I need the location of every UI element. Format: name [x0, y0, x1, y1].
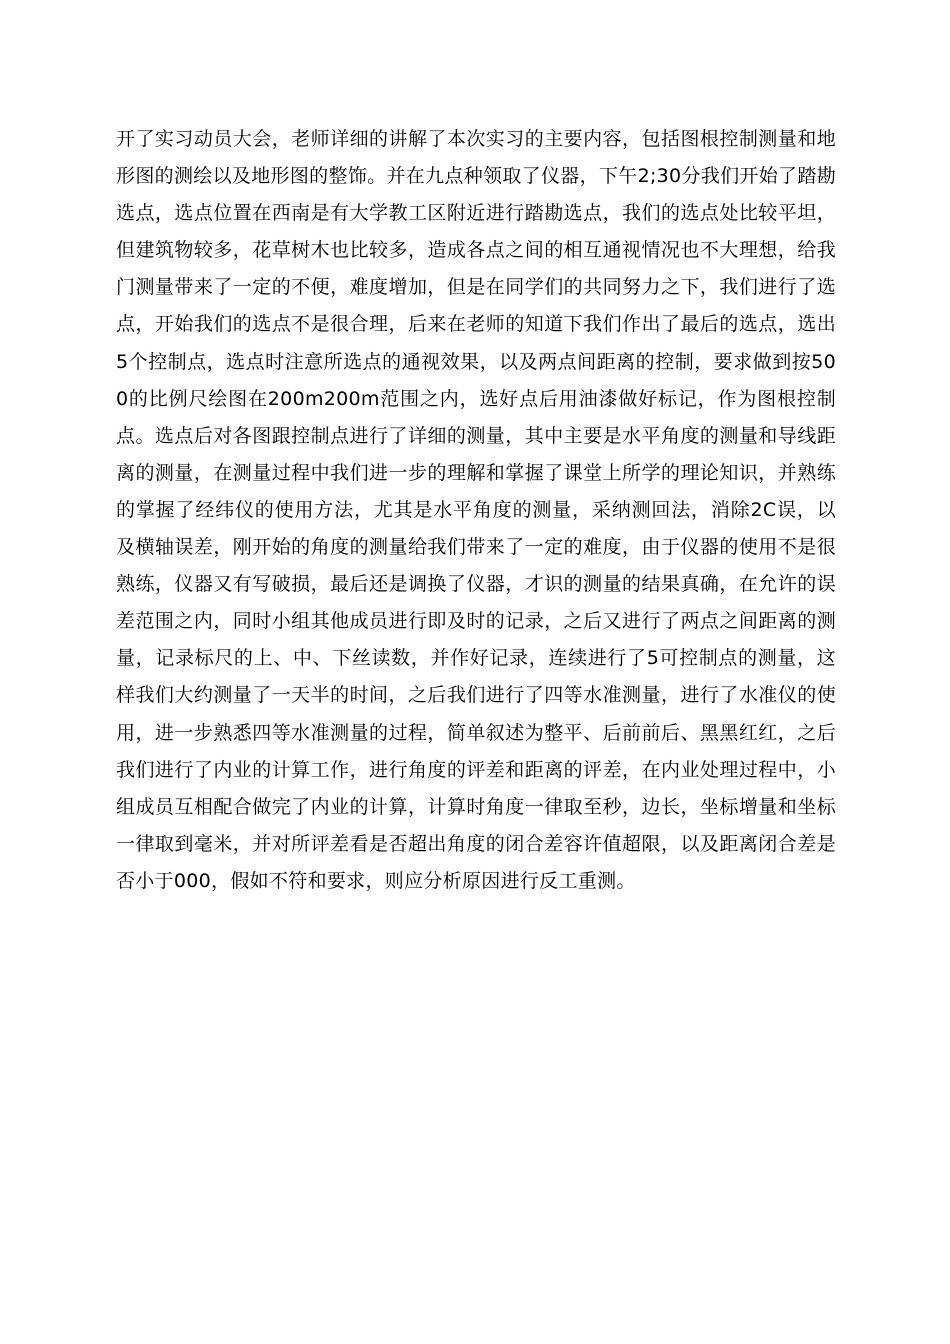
body-paragraph: 开了实习动员大会，老师详细的讲解了本次实习的主要内容，包括图根控制测量和地形图的测绘以及地形图的整饰。并在九点种领取了仪器，下午2;30分我们开始了踏勘选点，选点位置在西南是有大学教工区附近进行踏勘选点，我们的选点处比较平坦，但建筑物较多，花草树木也比较多，造成各点之间的相互通视情况也不大理想，给我门测量带来了一定的不便，难度增加，但是在同学们的共同努力之下，我们进行了选点，开始我们的选点不是很合理，后来在老师的知道下我们作出了最后的选点，选出5个控制点，选点时注意所选点的通视效果，以及两点间距离的控制，要求做到按500的比例尺绘图在200m200m范围之内，选好点后用油漆做好标记，作为图根控制点。选点后对各图跟控制点进行了详细的测量，其中主要是水平角度的测量和导线距离的测量，在测量过程中我们进一步的理解和掌握了课堂上所学的理论知识，并熟练的掌握了经纬仪的使用方法，尤其是水平角度的测量，采纳测回法，消除2C误，以及横轴误差，刚开始的角度的测量给我们带来了一定的难度，由于仪器的使用不是很熟练，仪器又有写破损，最后还是调换了仪器，才识的测量的结果真确，在允许的误差范围之内，同时小组其他成员进行即及时的记录，之后又进行了两点之间距离的测量，记录标尺的上、中、下丝读数，并作好记录，连续进行了5可控制点的测量，这样我们大约测量了一天半的时间，之后我们进行了四等水准测量，进行了水准仪的使用，进一步熟悉四等水准测量的过程，简单叙述为整平、后前前后、黑黑红红，之后我们进行了内业的计算工作，进行角度的评差和距离的评差，在内业处理过程中，小组成员互相配合做完了内业的计算，计算时角度一律取至秒，边长，坐标增量和坐标一律取到毫米，并对所评差看是否超出角度的闭合差容许值超限，以及距离闭合差是否小于000，假如不符和要求，则应分析原因进行反工重测。	[116, 128, 836, 892]
